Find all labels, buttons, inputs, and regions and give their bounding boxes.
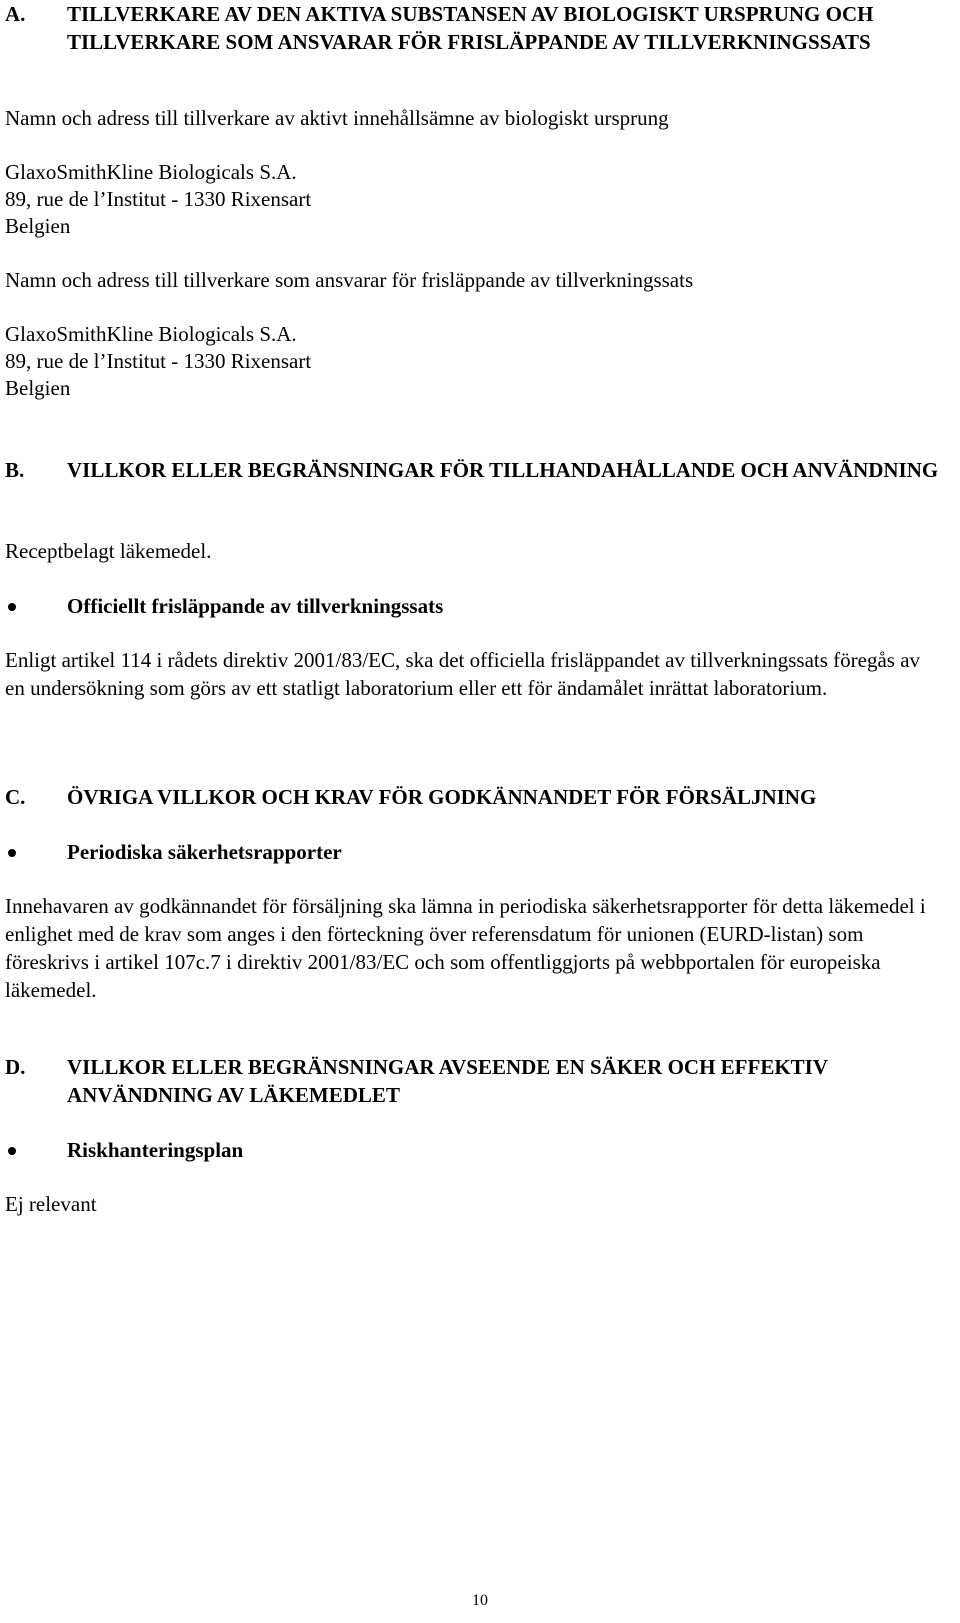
section-a-letter: A. <box>5 2 26 26</box>
section-a-heading <box>5 0 940 56</box>
section-b-bullet-text: Officiellt frisläppande av tillverkningssats <box>67 594 444 618</box>
page-number: 10 <box>472 1592 488 1609</box>
manufacturer-active-country: Belgien <box>5 214 71 238</box>
manufacturer-active-name: GlaxoSmithKline Biologicals S.A. <box>5 160 297 184</box>
section-b-letter: B. <box>5 458 25 482</box>
section-c-letter: C. <box>5 785 26 809</box>
section-b-paragraph: Enligt artikel 114 i rådets direktiv 2001/83/EC, ska det officiella frisläppandet av tillverkningssats föregås av en undersökning som görs av ett statligt laboratorium eller ett för ändamålet inrättat laboratorium. <box>5 648 921 700</box>
section-d-bullet-text: Riskhanteringsplan <box>67 1138 244 1162</box>
section-c-bullet <box>5 838 342 866</box>
manufacturer-release-street: 89, rue de l’Institut - 1330 Rixensart <box>5 349 312 373</box>
bullet-icon <box>8 603 16 611</box>
manufacturer-release-name: GlaxoSmithKline Biologicals S.A. <box>5 322 297 346</box>
manufacturer-release-label: Namn och adress till tillverkare som ansvarar för frisläppande av tillverkningssats <box>5 268 694 292</box>
section-b-title: VILLKOR ELLER BEGRÄNSNINGAR FÖR TILLHANDAHÅLLANDE OCH ANVÄNDNING <box>67 458 939 482</box>
section-c-heading <box>5 783 940 811</box>
section-d-title: VILLKOR ELLER BEGRÄNSNINGAR AVSEENDE EN SÄKER OCH EFFEKTIV ANVÄNDNING AV LÄKEMEDLET <box>67 1055 828 1107</box>
manufacturer-active-label: Namn och adress till tillverkare av aktivt innehållsämne av biologiskt ursprung <box>5 106 669 130</box>
bullet-icon <box>8 849 16 857</box>
section-d-heading <box>5 1053 940 1109</box>
section-b-heading <box>5 456 940 484</box>
section-c-bullet-text: Periodiska säkerhetsrapporter <box>67 840 342 864</box>
section-a-title: TILLVERKARE AV DEN AKTIVA SUBSTANSEN AV BIOLOGISKT URSPRUNG OCH TILLVERKARE SOM ANSVARAR FÖR FRISLÄPPANDE AV TILLVERKNINGSSATS <box>67 2 874 54</box>
not-relevant-text: Ej relevant <box>5 1192 97 1216</box>
manufacturer-active-street: 89, rue de l’Institut - 1330 Rixensart <box>5 187 312 211</box>
section-d-letter: D. <box>5 1055 26 1079</box>
section-c-title: ÖVRIGA VILLKOR OCH KRAV FÖR GODKÄNNANDET FÖR FÖRSÄLJNING <box>67 785 817 809</box>
section-b-bullet <box>5 592 443 620</box>
section-c-paragraph: Innehavaren av godkännandet för försäljning ska lämna in periodiska säkerhetsrapporter för detta läkemedel i enlighet med de krav som anges i den förteckning över referensdatum för unionen (EURD-listan) som föreskrivs i artikel 107c.7 i direktiv 2001/83/EC och som offentliggjorts på webbportalen för europeiska läkemedel. <box>5 894 926 1002</box>
prescription-text: Receptbelagt läkemedel. <box>5 539 212 563</box>
bullet-icon <box>8 1147 16 1155</box>
section-d-bullet <box>5 1136 243 1164</box>
manufacturer-release-country: Belgien <box>5 376 71 400</box>
